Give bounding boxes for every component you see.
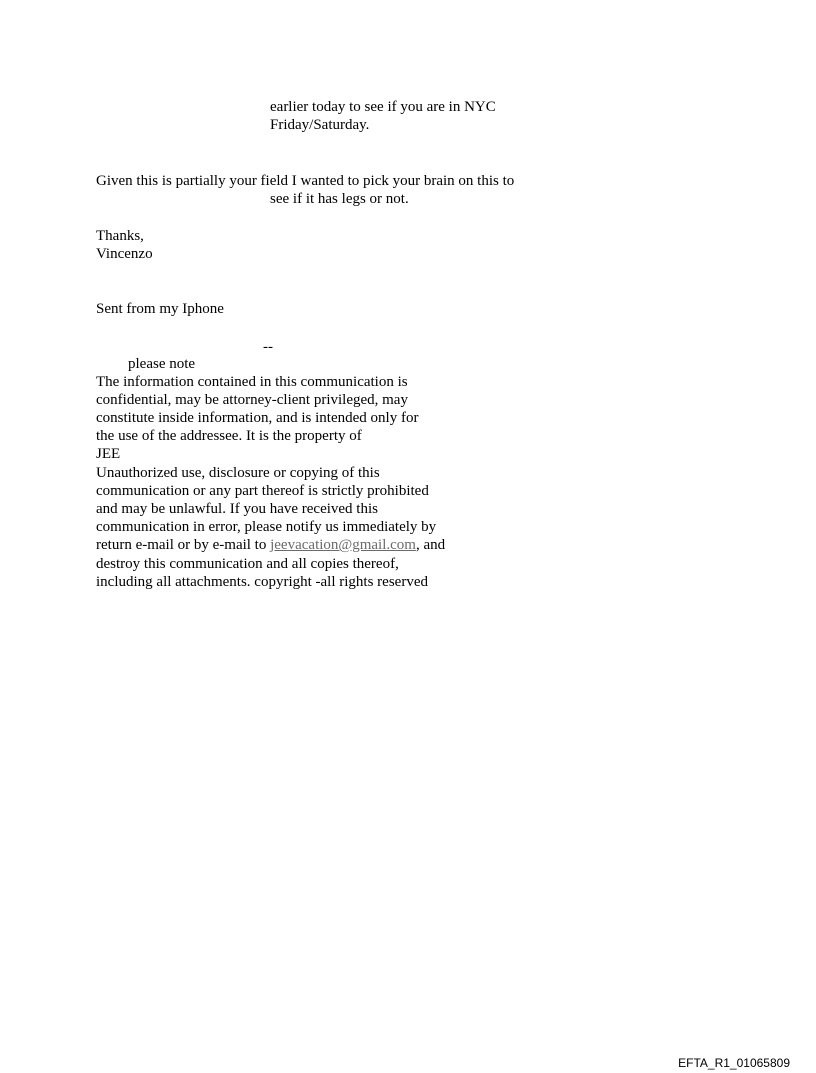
disclaimer-line: constitute inside information, and is intended only for [96, 410, 419, 426]
disclaimer-line: the use of the addressee. It is the property of [96, 428, 362, 444]
disclaimer-heading: please note [128, 356, 196, 372]
email-link[interactable]: jeevacation@gmail.com [270, 537, 416, 553]
disclaimer-line: communication or any part thereof is strictly prohibited [96, 483, 429, 499]
document-id: EFTA_R1_01065809 [678, 1056, 790, 1070]
disclaimer-line: Unauthorized use, disclosure or copying of this [96, 465, 380, 481]
signature-separator: -- [263, 339, 273, 355]
disclaimer-line: JEE [96, 446, 121, 462]
sender-name: Vincenzo [96, 246, 153, 262]
return-prefix: return e-mail or by e-mail to [96, 537, 271, 553]
given-line-2: see if it has legs or not. [270, 191, 409, 207]
intro-line-2: Friday/Saturday. [270, 117, 370, 133]
disclaimer-line: The information contained in this communication is [96, 374, 408, 390]
intro-line-1: earlier today to see if you are in NYC [270, 99, 496, 115]
given-line-1: Given this is partially your field I wanted to pick your brain on this to [96, 173, 515, 189]
disclaimer-line: including all attachments. copyright -all rights reserved [96, 574, 428, 590]
disclaimer-line: confidential, may be attorney-client privileged, may [96, 392, 408, 408]
disclaimer-return-line [96, 536, 445, 554]
disclaimer-line: destroy this communication and all copies thereof, [96, 556, 399, 572]
return-suffix: , and [415, 537, 446, 553]
disclaimer-line: and may be unlawful. If you have received this [96, 501, 378, 517]
sent-from-signature: Sent from my Iphone [96, 301, 224, 317]
thanks-line: Thanks, [96, 228, 144, 244]
disclaimer-line: communication in error, please notify us immediately by [96, 519, 437, 535]
